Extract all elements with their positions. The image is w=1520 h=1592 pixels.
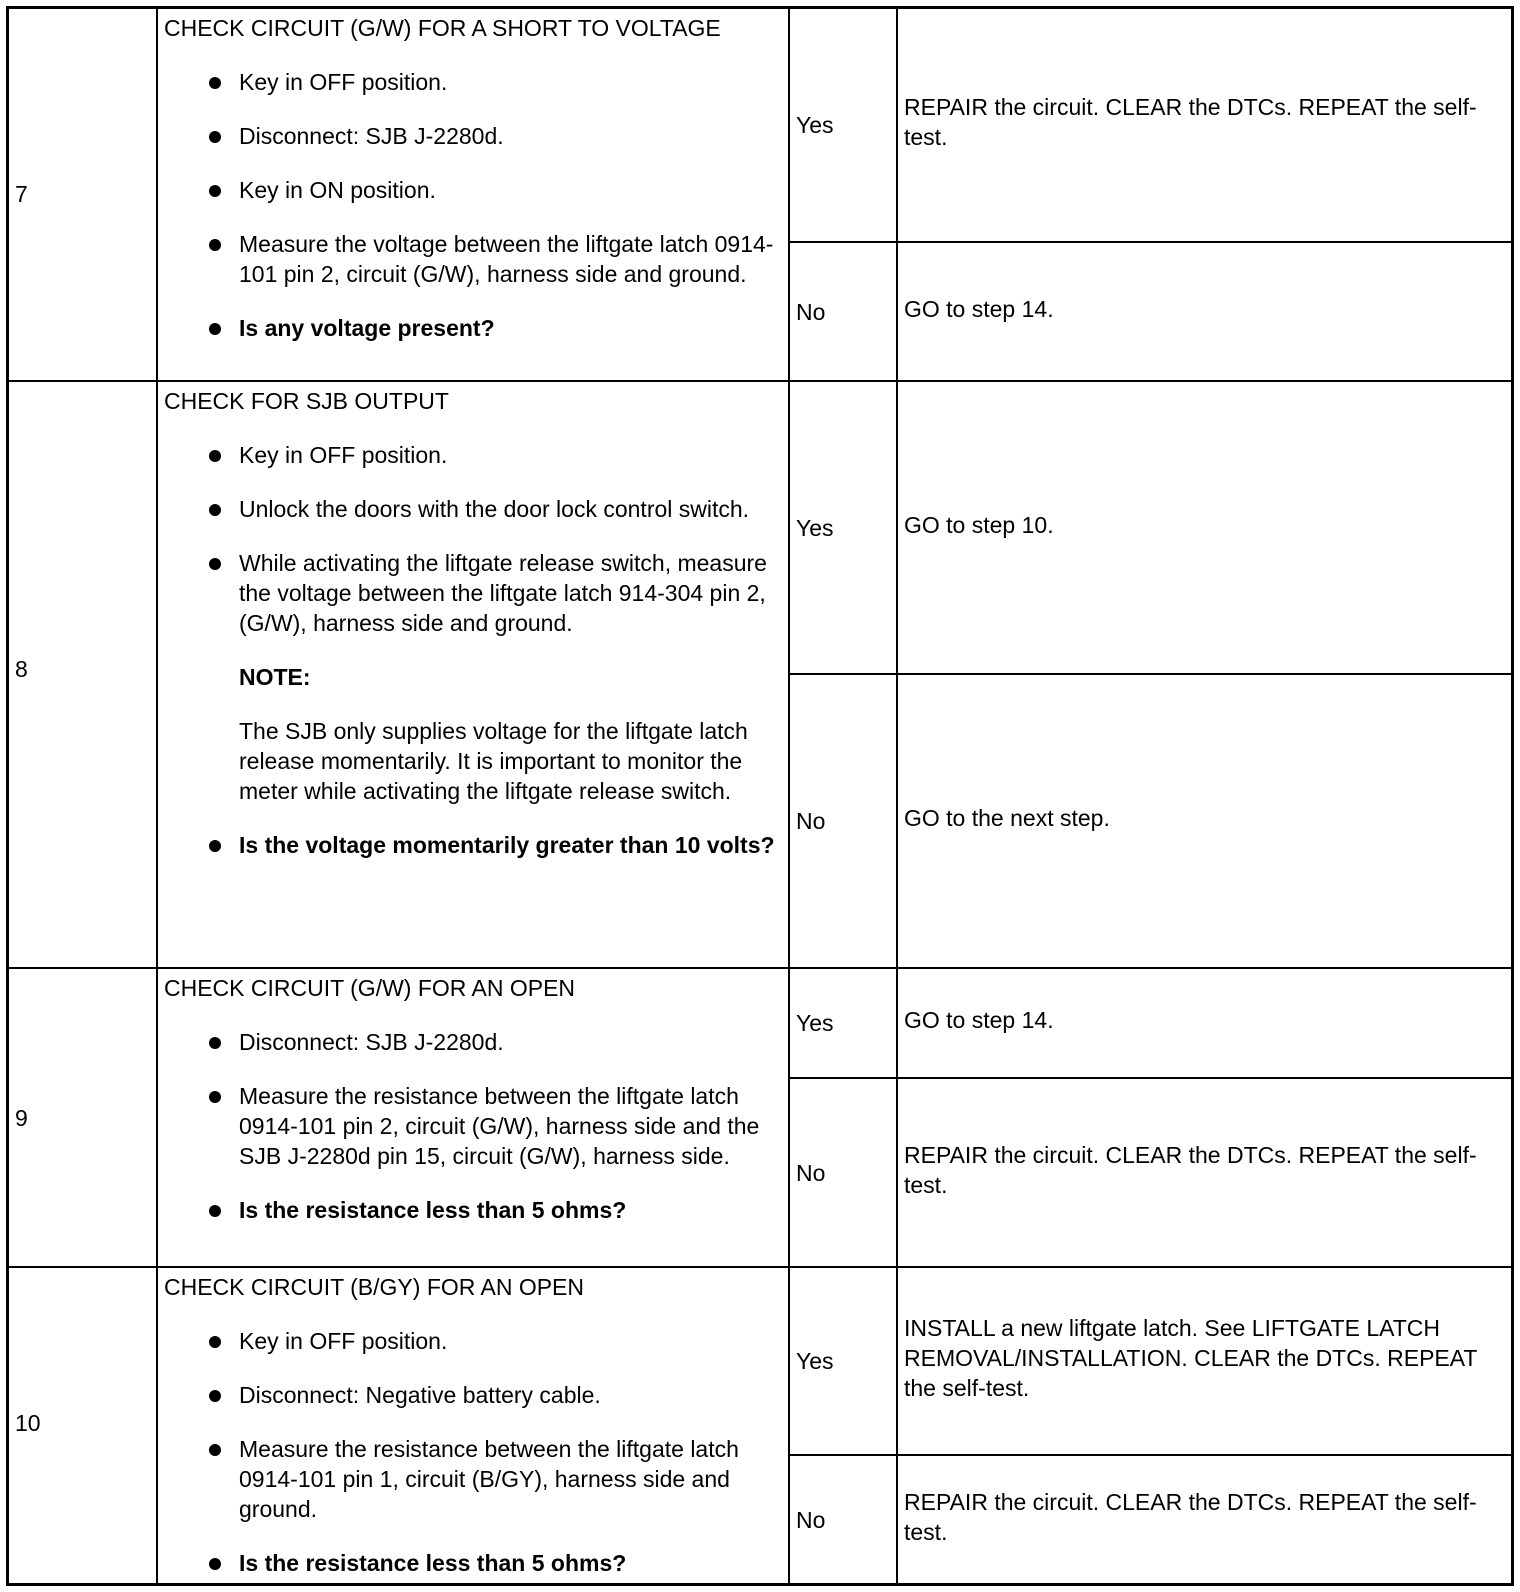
action-cell bbox=[158, 382, 790, 967]
yes-result: REPAIR the circuit. CLEAR the DTCs. REPEAT the self-test. bbox=[904, 94, 1477, 150]
question-item: Is the resistance less than 5 ohms? bbox=[164, 1195, 780, 1225]
no-answer-row bbox=[790, 243, 1511, 380]
yes-result: GO to step 10. bbox=[904, 511, 1054, 538]
question-item: Is the resistance less than 5 ohms? bbox=[164, 1548, 780, 1578]
instruction-item: Measure the resistance between the liftgate latch 0914-101 pin 1, circuit (B/GY), harness side and ground. bbox=[164, 1434, 780, 1524]
instruction-item: Disconnect: Negative battery cable. bbox=[164, 1380, 780, 1410]
step-number-cell bbox=[9, 382, 158, 967]
table-row-step-7 bbox=[9, 9, 1511, 382]
no-answer-row bbox=[790, 1079, 1511, 1266]
yes-label: Yes bbox=[796, 1010, 834, 1036]
table-row-step-10 bbox=[9, 1268, 1511, 1583]
yes-label: Yes bbox=[796, 1348, 834, 1374]
yes-label: Yes bbox=[796, 112, 834, 138]
action-cell bbox=[158, 969, 790, 1266]
answers-cell bbox=[790, 382, 1511, 967]
instruction-item: Key in OFF position. bbox=[164, 440, 780, 470]
note-label: NOTE: bbox=[239, 664, 311, 690]
yes-answer-row bbox=[790, 382, 1511, 675]
question-item: Is any voltage present? bbox=[164, 313, 780, 343]
action-cell bbox=[158, 9, 790, 380]
yes-label: Yes bbox=[796, 514, 834, 541]
instruction-item: Disconnect: SJB J-2280d. bbox=[164, 121, 780, 151]
no-answer-row bbox=[790, 675, 1511, 967]
diagnostic-table bbox=[6, 6, 1514, 1586]
step-number-cell bbox=[9, 1268, 158, 1583]
no-result: REPAIR the circuit. CLEAR the DTCs. REPEAT the self-test. bbox=[904, 1141, 1477, 1198]
instruction-item: Disconnect: SJB J-2280d. bbox=[164, 1027, 780, 1057]
answers-cell bbox=[790, 1268, 1511, 1583]
step-number: 8 bbox=[15, 656, 28, 682]
step-number: 10 bbox=[15, 1410, 41, 1436]
no-answer-row bbox=[790, 1456, 1511, 1583]
no-label: No bbox=[796, 298, 826, 325]
table-row-step-9 bbox=[9, 969, 1511, 1268]
table-row-step-8 bbox=[9, 382, 1511, 969]
step-title: CHECK FOR SJB OUTPUT bbox=[164, 388, 449, 414]
step-number: 7 bbox=[15, 181, 28, 207]
instruction-item: Key in OFF position. bbox=[164, 67, 780, 97]
no-label: No bbox=[796, 1506, 826, 1533]
no-result: GO to the next step. bbox=[904, 805, 1110, 831]
action-cell bbox=[158, 1268, 790, 1583]
answers-cell bbox=[790, 9, 1511, 380]
instruction-item: While activating the liftgate release switch, measure the voltage between the liftgate latch 914-304 pin 2, (G/W), harness side and ground. bbox=[164, 548, 780, 638]
yes-answer-row bbox=[790, 9, 1511, 243]
step-title: CHECK CIRCUIT (B/GY) FOR AN OPEN bbox=[164, 1274, 585, 1300]
step-number-cell bbox=[9, 969, 158, 1266]
yes-result: INSTALL a new liftgate latch. See LIFTGATE LATCH REMOVAL/INSTALLATION. CLEAR the DTCs. REPEAT the self-test. bbox=[904, 1315, 1478, 1401]
instruction-item: Unlock the doors with the door lock control switch. bbox=[164, 494, 780, 524]
step-title: CHECK CIRCUIT (G/W) FOR A SHORT TO VOLTAGE bbox=[164, 15, 721, 41]
question-item: Is the voltage momentarily greater than 10 volts? bbox=[164, 830, 780, 860]
instruction-item: Measure the voltage between the liftgate latch 0914-101 pin 2, circuit (G/W), harness side and ground. bbox=[164, 229, 780, 289]
note-text: The SJB only supplies voltage for the liftgate latch release momentarily. It is important to monitor the meter while activating the liftgate release switch. bbox=[239, 718, 748, 804]
instruction-item: Key in OFF position. bbox=[164, 1326, 780, 1356]
step-number: 9 bbox=[15, 1105, 28, 1131]
step-number-cell bbox=[9, 9, 158, 380]
no-label: No bbox=[796, 1159, 826, 1186]
yes-result: GO to step 14. bbox=[904, 1007, 1054, 1033]
no-result: GO to step 14. bbox=[904, 295, 1054, 322]
yes-answer-row bbox=[790, 969, 1511, 1079]
step-title: CHECK CIRCUIT (G/W) FOR AN OPEN bbox=[164, 975, 576, 1001]
yes-answer-row bbox=[790, 1268, 1511, 1456]
instruction-item: Key in ON position. bbox=[164, 175, 780, 205]
instruction-item: Measure the resistance between the liftgate latch 0914-101 pin 2, circuit (G/W), harness side and the SJB J-2280d pin 15, circuit (G/W), harness side. bbox=[164, 1081, 780, 1171]
no-result: REPAIR the circuit. CLEAR the DTCs. REPEAT the self-test. bbox=[904, 1488, 1477, 1545]
no-label: No bbox=[796, 808, 826, 834]
answers-cell bbox=[790, 969, 1511, 1266]
